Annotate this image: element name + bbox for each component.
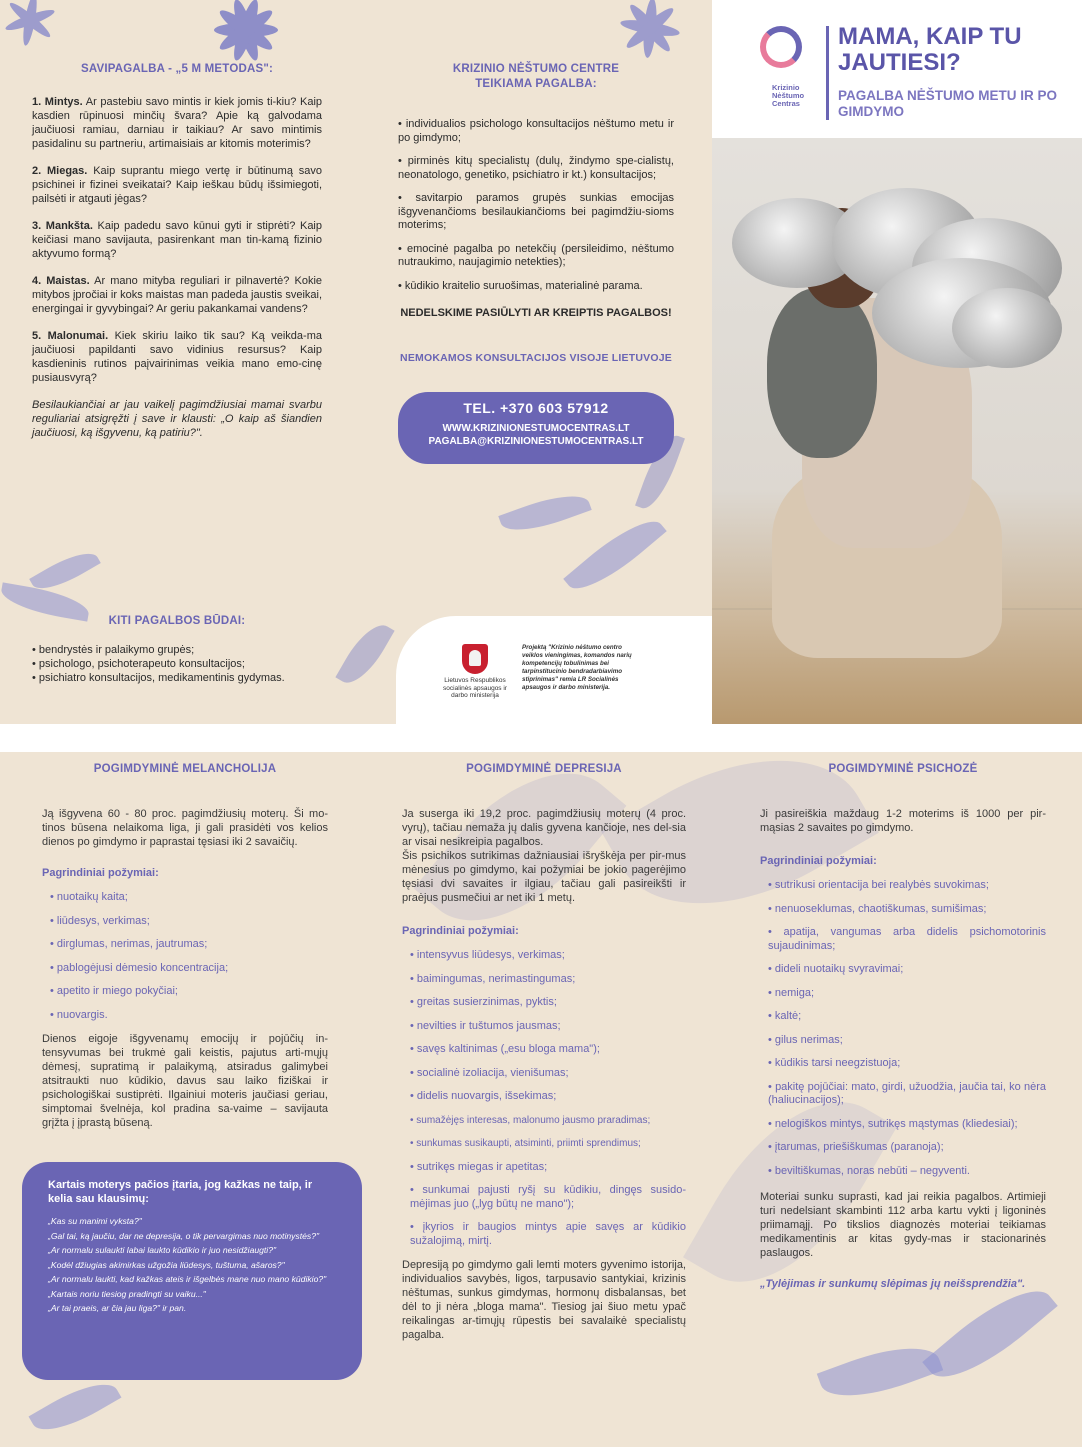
question-item: „Kartais noriu tiesiog pradingti su vaiku..." [48, 1288, 206, 1299]
call-to-action: NEDELSKIME PASIŪLYTI AR KREIPTIS PAGALBOS! [400, 307, 672, 319]
method-item-lead: 4. Maistas. [32, 275, 90, 287]
logo-text: Krizinio Nėštumo Centras [772, 83, 805, 108]
self-help-heading: SAVIPAGALBA - „5 M METODAS": [80, 63, 274, 75]
center-help-heading-2: TEIKIAMA PAGALBA: [475, 78, 597, 90]
center-help-list [398, 118, 674, 293]
question-item: „Ar normalu sulaukti labai laukto kūdikio ir juo nesidžiaugti?" [48, 1245, 277, 1255]
psychosis-outro: Moteriai sunku suprasti, kad jai reikia pagalbos. Artimieji turi nedelsiant skambinti 112 arba kartu vykti į ligoninės priimamąjį. Po tikslios diagnozės moteriai teikiamas medikamentinis ar kitas gydy-mas ir stacionarinės paslaugos. [760, 1191, 1046, 1259]
sponsor-block [396, 616, 712, 724]
method-item-lead: 5. Malonumai. [32, 330, 109, 342]
brochure-inside [0, 752, 1082, 1447]
method-item-text: Kaip padedu savo kūnui gyti ir stiprėti? Kaip keičiasi mano savijauta, pasirenkant man tin-kamą fizinio aktyvumo formą? [32, 220, 322, 260]
psychosis-signs-title: Pagrindiniai požymiai: [760, 855, 877, 867]
other-help-item: • psichologo, psichoterapeuto konsultacijos; [32, 658, 245, 670]
list-item: • kaltė; [768, 1010, 802, 1022]
leaf-decoration [922, 1272, 1058, 1396]
melancholy-outro: Dienos eigoje išgyvenamų emocijų ir pojūčių in-tensyvumas bei trukmė gali keistis, pajutus arti-mųjų dėmesį, supratimą ir palaikymą, atsiradus galimybei atsitraukti nuo kūdikio, davus sau laiko fiziškai ir psichologiškai sustiprėti. Ilgainiui moteris jaučiasi geriau, simptomai švelnėja, kol pradina sa-vaime – savijauta grįžta į įprastą būseną. [42, 1033, 328, 1129]
melancholy-intro: Ją išgyvena 60 - 80 proc. pagimdžiusių moterų. Ši mo-tinos būsena nelaikoma liga, ji gali prasidėti vos kelios dienos po gimdymo ir paprastai tęsiasi iki 2 savaičių. [42, 808, 328, 848]
psychosis-column [760, 762, 1046, 1290]
leaf-decoration [29, 1372, 122, 1443]
leaf-decoration [498, 485, 591, 540]
list-item: • nelogiškos mintys, sutrikęs mąstymas (kliedesiai); [768, 1117, 1018, 1130]
list-item: • nuotaikų kaita; [50, 891, 128, 903]
question-item: „Ar normalu laukti, kad kažkas ateis ir išgelbės mane nuo mano kūdikio?" [48, 1274, 327, 1284]
method-item-text: Ar mano mityba reguliari ir pilnavertė? Kokie mitybos įpročiai ir koks maistas man padeda jaustis sveikai, energingai ir gyvybingai? Ar geriu pakankamai vandens? [32, 275, 322, 315]
method-item-lead: 3. Mankšta. [32, 220, 93, 232]
questions-title: Kartais moterys pačios įtaria, jog kažkas ne taip, ir kelia sau klausimų: [48, 1179, 313, 1205]
list-item: • įkyrios ir baugios mintys apie savęs ar kūdikio sužalojimą, mirtį. [410, 1221, 686, 1247]
list-item: • savitarpio paramos grupės sunkias emocijas išgyvenančioms besilaukiančioms bei pagimdžiu-sioms moterims; [398, 192, 674, 231]
list-item: • socialinė izoliacija, vienišumas; [410, 1066, 569, 1079]
list-item: • didelis nuovargis, išsekimas; [410, 1090, 557, 1102]
melancholy-column [42, 762, 328, 1130]
method-item [32, 219, 322, 261]
method-item [32, 329, 322, 385]
list-item: • nevilties ir tuštumos jausmas; [410, 1019, 561, 1032]
coat-of-arms-icon [462, 644, 488, 674]
list-item: • kūdikio kraitelio suruošimas, materialinė parama. [398, 279, 643, 292]
list-item: • gilus nerimas; [768, 1033, 843, 1046]
cloud-icon [952, 288, 1062, 368]
list-item: • greitas susierzinimas, pyktis; [410, 996, 557, 1008]
flower-decoration-icon [588, 0, 712, 70]
list-item: • pakitę pojūčiai: mato, girdi, užuodžia, jaučia tai, ko nėra (haliucinacijos); [768, 1080, 1046, 1106]
list-item: • pablogėjusi dėmesio koncentracija; [50, 961, 229, 974]
list-item: • sunkumas susikaupti, atsiminti, priimti sprendimus; [410, 1138, 641, 1149]
method-item [32, 164, 322, 206]
center-help-column [398, 62, 674, 366]
method-item [32, 274, 322, 316]
website-link[interactable]: WWW.KRIZINIONESTUMOCENTRAS.LT [442, 423, 630, 434]
method-item-text: Kaip suprantu miego vertę ir būtinumą savo psichinei ir fizinei sveikatai? Kaip ieškau būdų išsimiegoti, pailsėti ir atgauti jėgas? [32, 165, 323, 205]
cover-title-area [712, 0, 1082, 138]
photo-baby [767, 288, 877, 458]
cover-subtitle: PAGALBA NĖŠTUMO METU IR PO GIMDYMO [838, 88, 1057, 119]
question-item: „Gal tai, ką jaučiu, dar ne depresija, o tik pervargimas nuo motinystės?" [48, 1230, 320, 1241]
method-item-text: Kiek skiriu laiko tik sau? Ką veikda-ma jaučiuosi papildanti savo vidinius resursus? Kaip kasdieninis rutinos paįvairinimas veikia mano emo-cinę pusiausvyrą? [32, 330, 322, 384]
other-help-item: • bendrystės ir palaikymo grupės; [32, 644, 195, 656]
ministry-name: Lietuvos Respublikos socialinės apsaugos ir darbo ministerija [443, 677, 507, 699]
melancholy-signs-list [42, 891, 328, 1022]
depression-heading: POGIMDYMINĖ DEPRESIJA [466, 763, 622, 775]
depression-outro: Depresiją po gimdymo gali lemti moters gyvenimo istorija, individualios savybės, ligos, tarpusavio santykiai, krizinis nėštumas, sunkus gimdymas, hormonų disbalansas, bet dėl to ji nėra „bloga mama". Tiesiog jai šiuo metu ypač reikalingas ar-timųjų rūpestis bei savalaikė specialistų pagalba. [402, 1259, 686, 1341]
list-item: • įtarumas, priešiškumas (paranoja); [768, 1141, 944, 1153]
method-item-lead: 1. Mintys. [32, 96, 83, 108]
depression-signs-title: Pagrindiniai požymiai: [402, 925, 519, 937]
center-help-heading-1: KRIZINIO NĖŠTUMO CENTRE [452, 63, 620, 75]
method-item [32, 95, 322, 151]
list-item: • savęs kaltinimas („esu bloga mama"); [410, 1043, 600, 1055]
list-item: • sutrikusi orientacija bei realybės suvokimas; [768, 879, 989, 891]
cover-title: MAMA, KAIP TU JAUTIESI? [838, 23, 1022, 76]
list-item: • liūdesys, verkimas; [50, 914, 150, 927]
title-divider [826, 26, 829, 120]
other-help-item: • psichiatro konsultacijos, medikamentinis gydymas. [32, 672, 285, 684]
leaf-decoration [563, 508, 667, 602]
project-note: Projektą "Krizinio nėštumo centro veiklos vieningimas, komandos narių kompetencijų tobulinimas bei tarpinstitucinio bendradarbiavimo stiprinimas" remia LR Socialinės apsaugos ir darbo ministerija. [522, 644, 632, 691]
psychosis-signs-list [760, 879, 1046, 1178]
list-item: • dideli nuotaikų svyravimai; [768, 963, 904, 975]
method-item-lead: 2. Miegas. [32, 165, 88, 177]
leaf-decoration [335, 617, 394, 692]
contact-box [398, 392, 674, 464]
list-item: • baimingumas, nerimastingumas; [410, 972, 576, 985]
list-item: • nemiga; [768, 986, 815, 999]
list-item: • sunkumai pajusti ryšį su kūdikiu, dingęs susido-mėjimas juo („lyg būtų ne mano"); [410, 1184, 686, 1210]
other-help-heading: KITI PAGALBOS BŪDAI: [108, 615, 246, 627]
free-consultations-label: NEMOKAMOS KONSULTACIJOS VISOJE LIETUVOJE [400, 352, 672, 364]
list-item: • emocinė pagalba po netekčių (persileidimo, nėštumo nutraukimo, naujagimio netekties); [398, 242, 674, 268]
depression-column [402, 762, 686, 1342]
self-question-note: Besilaukiančiai ar jau vaikelį pagimdžiusiai mamai svarbu reguliariai atsigręžti į save ir klausti: „O kaip aš šiandien jaučiuosi, ką išgyvenu, ką patiriu?". [32, 399, 322, 439]
method-item-text: Ar pastebiu savo mintis ir kiek jomis ti-kiu? Kaip kasdien rūpinuosi minčių švara? Apie ką galvodama jaučiuosi ramiau, darniau ir taikiau? Ar savo mintimis pasidalinu su partneriu, artimaisiais ar kitomis moterimis? [32, 96, 323, 150]
psychosis-intro: Ji pasireiškia maždaug 1-2 moterims iš 1000 per pir-mąsias 2 savaites po gimdymo. [760, 808, 1046, 834]
leaf-decoration [817, 1333, 943, 1412]
list-item: • sumažėjęs interesas, malonumo jausmo praradimas; [410, 1114, 651, 1126]
list-item: • beviltiškumas, noras nebūti – negyventi. [768, 1164, 970, 1177]
depression-intro: Ja suserga iki 19,2 proc. pagimdžiusių moterų (4 proc. vyrų), tačiau nemaža jų dalis gyvena kančioje, nes del-sia ar visai nesikreipia pagalbos. [402, 808, 686, 848]
other-help-section [32, 614, 322, 685]
cover-photo [712, 138, 1082, 724]
depression-intro-2: Šis psichikos sutrikimas dažniausiai išryškėja per pir-mus mėnesius po gimdymo, kai požymiai be jokio pagerėjimo tęsiasi dvi savaites ir ilgiau, tačiau gali pasireikšti ir praėjus pusmečiui ar net iki 1 metų. [402, 850, 686, 904]
depression-signs-list [402, 949, 686, 1248]
melancholy-signs-title: Pagrindiniai požymiai: [42, 867, 159, 879]
list-item: • dirglumas, nerimas, jautrumas; [50, 938, 208, 950]
question-item: „Ar tai praeis, ar čia jau liga?" ir pan. [48, 1303, 187, 1313]
questions-box [22, 1162, 362, 1380]
list-item: • nenuoseklumas, chaotiškumas, sumišimas; [768, 902, 987, 915]
question-item: „Kas su manimi vyksta?" [48, 1216, 142, 1226]
list-item: • apatija, vangumas arba didelis psichomotorinis sujaudinimas; [768, 926, 1046, 952]
list-item: • intensyvus liūdesys, verkimas; [410, 949, 565, 961]
psychosis-heading: POGIMDYMINĖ PSICHOZĖ [828, 763, 978, 775]
list-item: • pirminės kitų specialistų (dulų, žindymo spe-cialistų, neonatologo, genetiko, psichiatro ir kt.) konsultacijos; [398, 155, 674, 181]
flower-decoration-icon [0, 0, 120, 60]
phone-link[interactable]: TEL. +370 603 57912 [463, 400, 609, 416]
logo-icon [760, 26, 802, 68]
list-item: • sutrikęs miegas ir apetitas; [410, 1160, 548, 1173]
email-link[interactable]: PAGALBA@KRIZINIONESTUMOCENTRAS.LT [428, 436, 644, 447]
melancholy-heading: POGIMDYMINĖ MELANCHOLIJA [93, 763, 277, 775]
flower-decoration-icon [186, 0, 306, 70]
list-item: • kūdikis tarsi neegzistuoja; [768, 1057, 901, 1069]
psychosis-quote: „Tylėjimas ir sunkumų slėpimas jų neišsprendžia". [760, 1278, 1026, 1290]
list-item: • apetito ir miego pokyčiai; [50, 985, 178, 997]
list-item: • nuovargis. [50, 1008, 108, 1021]
self-help-column [32, 62, 322, 440]
question-item: „Kodėl džiugias akimirkas užgožia liūdesys, tuštuma, ašaros?" [48, 1259, 285, 1270]
list-item: • individualios psichologo konsultacijos nėštumo metu ir po gimdymo; [398, 118, 674, 144]
